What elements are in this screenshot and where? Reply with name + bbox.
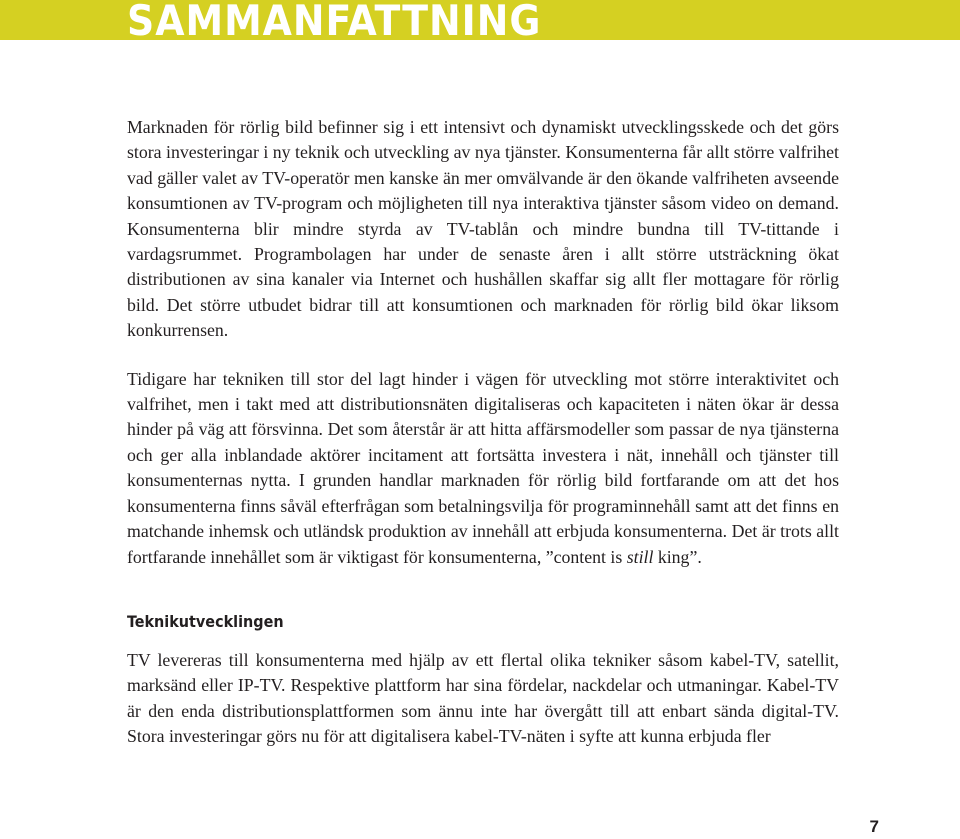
page-title: SAMMANFATTNING <box>127 0 542 40</box>
paragraph-intro: Marknaden för rörlig bild befinner sig i ett intensivt och dynamiskt utvecklingsskede och det görs stora investeringar i ny teknik och utveckling av nya tjänster. Konsumenterna får allt större valfrihet vad gäller valet av TV-operatör men kanske än mer omvälvande är den ökande valfriheten avseende konsumtionen av TV-program och möjligheten till nya interaktiva tjänster såsom video on demand. Konsumenterna blir mindre styrda av TV-tablån och mindre bundna till TV-tittande i vardagsrummet. Programbolagen har under de senaste åren i allt större utsträckning ökat distributionen av sina kanaler via Internet och hushållen skaffar sig allt fler mottagare för rörlig bild. Det större utbudet bidrar till att konsumtionen och marknaden för rörlig bild ökar liksom konkurrensen. <box>127 117 839 341</box>
page-number: 7 <box>869 817 879 836</box>
paragraph-tv-delivery: TV levereras till konsumenterna med hjälp av ett flertal olika tekniker såsom kabel-TV, satellit, marksänd eller IP-TV. Respektive plattform har sina fördelar, nackdelar och utmaningar. Kabel-TV är den enda distributionsplattformen som ännu inte har övergått till att enbart sända digital-TV. Stora investeringar görs nu för att digitalisera kabel-TV-näten i syfte att kunna erbjuda fler <box>127 649 839 747</box>
document-body <box>127 115 839 750</box>
emphasis-still: still <box>626 546 654 567</box>
section-heading: Teknikutvecklingen <box>127 611 284 631</box>
header-band <box>0 0 960 40</box>
paragraph-technology-hinder: Tidigare har tekniken till stor del lagt hinder i vägen för utveckling mot större interaktivitet och valfrihet, men i takt med att distributionsnäten digitaliseras och kapaciteten i näten ökar är dessa hinder på väg att försvinna. Det som återstår är att hitta affärsmodeller som passar de nya tjänsterna och ger alla inblandade aktörer incitament att fortsätta investera i nät, innehåll och tjänster till konsumenternas nytta. I grunden handlar marknaden för rörlig bild fortfarande om att det hos konsumenterna finns såväl efterfrågan som betalningsvilja för programinnehåll samt att det finns en matchande inhemsk och utländsk produktion av innehåll att erbjuda konsumenterna. Det är trots allt fortfarande innehållet som är viktigast för konsumenterna, ”content is still king”. <box>127 368 839 567</box>
